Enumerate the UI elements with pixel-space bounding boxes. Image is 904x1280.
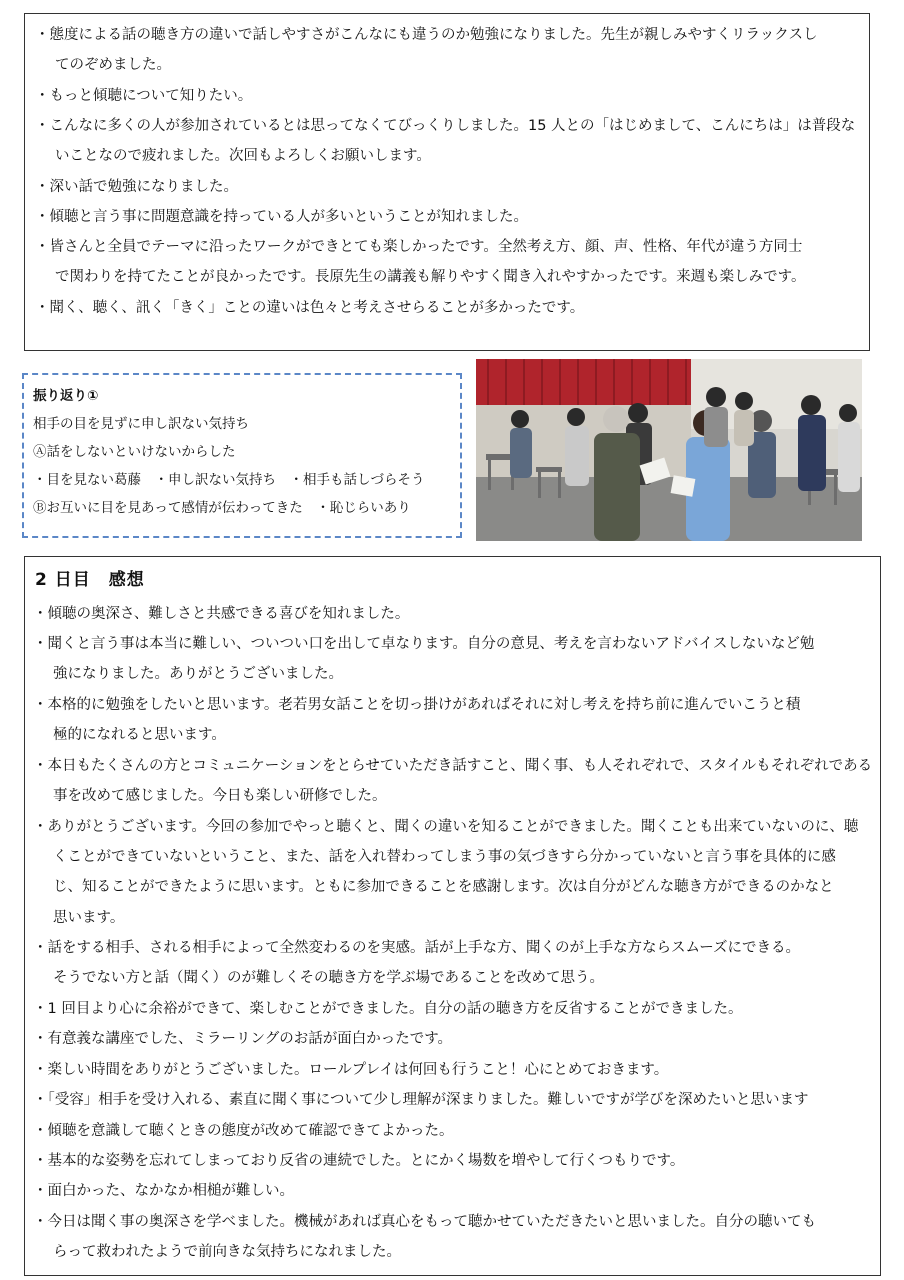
- comment-line: ・傾聴の奥深さ、難しさと共感できる喜びを知れました。: [33, 606, 410, 622]
- comment-line: ・1 回目より心に余裕ができて、楽しむことができました。自分の話の聴き方を反省することができました。: [33, 1001, 743, 1017]
- comment-line: ・本日もたくさんの方とコミュニケーションをとらせていただき話すこと、聞く事、も人それぞれで、スタイルもそれぞれである: [33, 758, 873, 774]
- comment-line: ・傾聴と言う事に問題意識を持っている人が多いということが知れました。: [35, 209, 528, 225]
- comment-line: ・聞く、聴く、訊く「きく」ことの違いは色々と考えさせらることが多かったです。: [35, 300, 585, 316]
- comment-line: ・楽しい時間をありがとうございました。ロールプレイは何回も行うこと！心にとめておきます。: [33, 1062, 669, 1078]
- feedback-box-day2: [24, 556, 881, 1276]
- comment-line: らって救われたようで前向きな気持ちになれました。: [53, 1244, 401, 1260]
- comment-line: ・面白かった、なかなか相槌が難しい。: [33, 1183, 294, 1199]
- comment-line: 思います。: [53, 910, 125, 926]
- reflection-line: 相手の目を見ずに申し訳ない気持ち: [33, 416, 249, 432]
- comment-line: ・「受容」相手を受け入れる、素直に聞く事について少し理解が深まりました。難しいですが学びを深めたいと思います: [33, 1092, 809, 1108]
- comment-line: 事を改めて感じました。今日も楽しい研修でした。: [53, 788, 387, 804]
- comment-line: じ、知ることができたように思います。ともに参加できることを感謝します。次は自分がどんな聴き方ができるのかなと: [53, 879, 834, 895]
- reflection-line: Ⓑお互いに目を見あって感情が伝わってきた ・恥じらいあり: [33, 500, 411, 516]
- reflection-box: [22, 373, 462, 538]
- comment-line: ・皆さんと全員でテーマに沿ったワークができとても楽しかったです。全然考え方、顔、声、性格、年代が違う方同士: [35, 239, 803, 255]
- comment-line: ・今日は聞く事の奥深さを学べました。機械があれば真心をもって聴かせていただきたいと思いました。自分の聴いても: [33, 1214, 816, 1230]
- comment-line: ・有意義な講座でした、ミラーリングのお話が面白かったです。: [33, 1031, 453, 1047]
- comment-line: くことができていないということ、また、話を入れ替わってしまう事の気づきすら分かっていないと言う事を具体的に感: [53, 849, 836, 865]
- comment-line: ・こんなに多くの人が参加されているとは思ってなくてびっくりしました。15 人との「はじめまして、こんにちは」は普段な: [35, 118, 856, 134]
- comment-line: てのぞめました。: [55, 57, 171, 73]
- reflection-line: ・目を見ない葛藤 ・申し訳ない気持ち ・相手も話しづらそう: [33, 472, 425, 488]
- comment-line: ・深い話で勉強になりました。: [35, 179, 238, 195]
- comment-line: 極的になれると思います。: [53, 727, 226, 743]
- day2-heading: 2 日目 感想: [35, 570, 145, 590]
- comment-line: ・本格的に勉強をしたいと思います。老若男女話ことを切っ掛けがあればそれに対し考えを持ち前に進んでいこうと積: [33, 697, 801, 713]
- comment-line: ・聞くと言う事は本当に難しい、ついつい口を出して卓なります。自分の意見、考えを言わないアドバイスしないなど勉: [33, 636, 815, 652]
- comment-line: 強になりました。ありがとうございました。: [53, 666, 343, 682]
- comment-line: ・態度による話の聴き方の違いで話しやすさがこんなにも違うのか勉強になりました。先生が親しみやすくリラックスし: [35, 27, 818, 43]
- comment-line: ・話をする相手、される相手によって全然変わるのを実感。話が上手な方、聞くのが上手な方ならスムーズにできる。: [33, 940, 801, 956]
- feedback-box-day1: [24, 13, 870, 351]
- comment-line: いことなので疲れました。次回もよろしくお願いします。: [55, 148, 431, 164]
- comment-line: ・基本的な姿勢を忘れてしまっており反省の連続でした。とにかく場数を増やして行くつもりです。: [33, 1153, 685, 1169]
- comment-line: で関わりを持てたことが良かったです。長原先生の講義も解りやすく聞き入れやすかったです。来週も楽しみです。: [55, 269, 806, 285]
- reflection-title: 振り返り①: [33, 388, 99, 404]
- comment-line: ・もっと傾聴について知りたい。: [35, 88, 253, 104]
- comment-line: ・傾聴を意識して聴くときの態度が改めて確認できてよかった。: [33, 1123, 454, 1139]
- comment-line: ・ありがとうございます。今回の参加でやっと聴くと、聞くの違いを知ることができました。聞くことも出来ていないのに、聴: [33, 819, 859, 835]
- reflection-line: Ⓐ話をしないといけないからした: [33, 444, 236, 460]
- workshop-photo: [476, 359, 862, 541]
- comment-line: そうでない方と話（聞く）のが難しくその聴き方を学ぶ場であることを改めて思う。: [53, 970, 604, 986]
